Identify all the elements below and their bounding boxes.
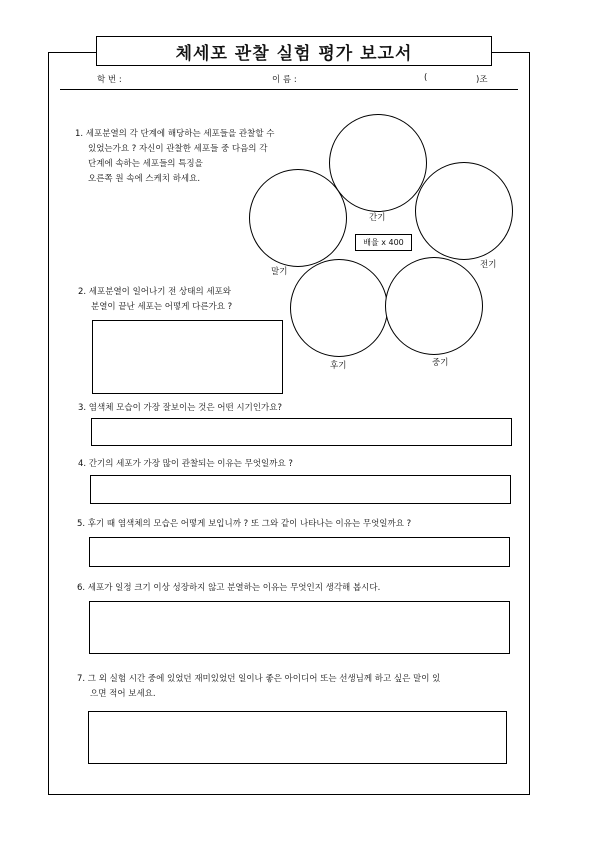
question-5: 5. 후기 때 염색체의 모습은 어떻게 보입니까 ? 또 그와 같이 나타나는 이유는 무엇일까요 ? <box>77 519 412 529</box>
magnification-label: 배율 x 400 <box>355 234 412 251</box>
name-label: 이 름 : <box>272 75 297 85</box>
header-divider <box>60 89 518 90</box>
answer-box-4[interactable] <box>90 475 511 504</box>
question-3: 3. 염색체 모습이 가장 잘보이는 것은 어떤 시기인가요? <box>78 403 282 413</box>
page-title: 체세포 관찰 실험 평가 보고서 <box>96 36 492 66</box>
answer-box-2[interactable] <box>92 320 283 394</box>
sketch-circle-telophase[interactable] <box>249 169 347 267</box>
metaphase-label: 중기 <box>432 358 449 368</box>
question-7-line-1: 7. 그 외 실험 시간 중에 있었던 재미있었던 일이나 좋은 아이디어 또는 선생님께 하고 싶은 말이 있 <box>77 674 441 684</box>
question-4: 4. 간기의 세포가 가장 많이 관찰되는 이유는 무엇일까요 ? <box>78 459 293 469</box>
sketch-circle-anaphase[interactable] <box>290 259 388 357</box>
question-2-line-1: 2. 세포분열이 일어나기 전 상태의 세포와 <box>78 287 231 297</box>
question-1 <box>75 127 274 187</box>
question-1-line-2: 있었는가요 ? 자신이 관찰한 세포들 중 다음의 각 <box>88 144 268 154</box>
question-2-line-2: 분열이 끝난 세포는 어떻게 다른가요 ? <box>91 302 233 312</box>
answer-box-6[interactable] <box>89 601 510 654</box>
question-2 <box>78 285 232 315</box>
student-number-label: 학 번 : <box>97 75 122 85</box>
sketch-circle-interphase[interactable] <box>329 114 427 212</box>
group-label: )조 <box>476 75 488 85</box>
answer-box-5[interactable] <box>89 537 510 567</box>
prophase-label: 전기 <box>480 260 497 270</box>
anaphase-label: 후기 <box>330 361 347 371</box>
sketch-circle-prophase[interactable] <box>415 162 513 260</box>
answer-box-3[interactable] <box>91 418 512 446</box>
question-1-line-3: 단계에 속하는 세포들의 특징을 <box>88 159 203 169</box>
question-1-line-4: 오른쪽 원 속에 스케치 하세요. <box>88 174 201 184</box>
question-6: 6. 세포가 일정 크기 이상 성장하지 않고 분열하는 이유는 무엇인지 생각해 봅시다. <box>77 583 381 593</box>
answer-box-7[interactable] <box>88 711 507 764</box>
interphase-label: 간기 <box>369 213 386 223</box>
question-7 <box>77 672 440 702</box>
telophase-label: 말기 <box>271 267 288 277</box>
question-7-line-2: 으면 적어 보세요. <box>90 689 156 699</box>
sketch-circle-metaphase[interactable] <box>385 257 483 355</box>
question-1-line-1: 1. 세포분열의 각 단계에 해당하는 세포들을 관찰할 수 <box>75 129 275 139</box>
group-open: ( <box>424 73 428 83</box>
